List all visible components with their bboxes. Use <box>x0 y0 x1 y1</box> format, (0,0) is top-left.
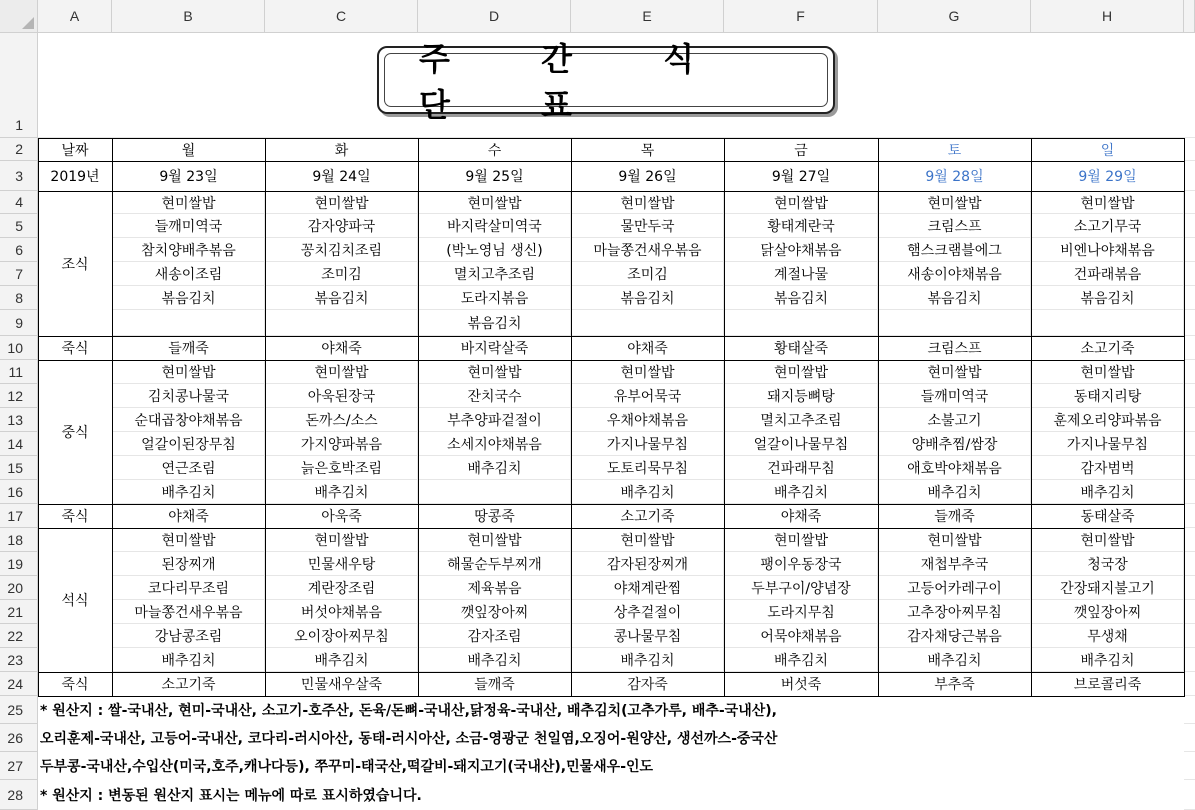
breakfast-day5-item1[interactable]: 현미쌀밥 <box>773 195 829 212</box>
supper-day1-item6[interactable]: 배추김치 <box>161 653 216 669</box>
table-border-v <box>1184 138 1185 697</box>
column-header-c[interactable]: C <box>265 0 418 33</box>
date-cell-4[interactable]: 9월 26일 <box>571 161 724 191</box>
supper-day3-item1[interactable]: 현미쌀밥 <box>467 533 522 549</box>
lunch-day3-item1[interactable]: 현미쌀밥 <box>467 365 522 381</box>
supper-day5-item5[interactable]: 어묵야채볶음 <box>760 629 842 645</box>
column-header-f[interactable]: F <box>724 0 878 33</box>
breakfast-day6-item5[interactable]: 볶음김치 <box>927 291 982 307</box>
row-header-17[interactable]: 17 <box>0 504 38 528</box>
lunch-day3-item2[interactable]: 잔치국수 <box>467 389 522 405</box>
row-header-18[interactable]: 18 <box>0 528 38 552</box>
table-border-h <box>38 504 1185 505</box>
breakfast-day1-item6[interactable] <box>112 310 265 336</box>
supper-day3-item5[interactable]: 감자조림 <box>467 629 522 645</box>
supper-day6-item3[interactable]: 고등어카레구이 <box>907 581 1002 597</box>
porridge1-day6[interactable]: 크림스프 <box>878 336 1031 360</box>
porridge-label-row17[interactable]: 죽식 <box>38 504 112 528</box>
supper-day1-item4[interactable]: 마늘쫑건새우볶음 <box>134 605 243 621</box>
table-border-v <box>878 138 879 697</box>
lunch-day2-item5[interactable]: 늙은호박조림 <box>300 461 383 477</box>
lunch-day4-item4[interactable]: 가지나물무침 <box>606 437 689 453</box>
lunch-day3-item3[interactable]: 부추양파겉절이 <box>447 413 542 429</box>
lunch-day6-item4[interactable]: 양배추찜/쌈장 <box>911 437 998 453</box>
row-header-27[interactable]: 27 <box>0 752 38 780</box>
supper-day6-item5[interactable]: 감자채당근볶음 <box>907 629 1002 645</box>
lunch-day4-item3[interactable]: 우채야채볶음 <box>606 413 689 429</box>
breakfast-day3-item3[interactable]: (박노영님 생신) <box>446 243 543 259</box>
breakfast-day2-item4[interactable]: 조미김 <box>321 267 362 283</box>
supper-day7-item3[interactable]: 간장돼지불고기 <box>1060 581 1155 597</box>
supper-day7-item1[interactable]: 현미쌀밥 <box>1080 533 1135 549</box>
breakfast-day2-item6[interactable] <box>265 310 418 336</box>
supper-day7-item4[interactable]: 깻잎장아찌 <box>1073 605 1142 621</box>
breakfast-day2-item3[interactable]: 꽁치김치조림 <box>300 243 383 259</box>
row-header-23[interactable]: 23 <box>0 648 38 672</box>
date-cell-2[interactable]: 9월 24일 <box>265 161 418 191</box>
porridge2-day2[interactable]: 아욱죽 <box>265 504 418 528</box>
year-cell[interactable]: 2019년 <box>38 161 112 191</box>
porridge1-day3[interactable]: 바지락살죽 <box>418 336 571 360</box>
table-border-v <box>265 138 266 697</box>
table-border-h <box>38 672 1185 673</box>
row-header-13[interactable]: 13 <box>0 408 38 432</box>
porridge3-day2[interactable]: 민물새우살죽 <box>265 672 418 696</box>
supper-day6-item1[interactable]: 현미쌀밥 <box>927 533 982 549</box>
table-border-v <box>38 138 39 697</box>
table-border-h <box>38 161 1185 162</box>
row-header-20[interactable]: 20 <box>0 576 38 600</box>
lunch-day5-item1[interactable]: 현미쌀밥 <box>773 365 829 381</box>
lunch-day1-item4[interactable]: 얼갈이된장무침 <box>141 437 236 453</box>
row-header-9[interactable]: 9 <box>0 310 38 336</box>
table-border-h <box>38 360 1185 361</box>
row-header-2[interactable]: 2 <box>0 138 38 161</box>
supper-day1-item3[interactable]: 코다리무조림 <box>147 581 230 597</box>
date-cell-7[interactable]: 9월 29일 <box>1031 161 1184 191</box>
breakfast-day5-item5[interactable]: 볶음김치 <box>773 291 829 307</box>
breakfast-day6-item6[interactable] <box>878 310 1031 336</box>
row-header-26[interactable]: 26 <box>0 724 38 752</box>
breakfast-day4-item3[interactable]: 마늘쫑건새우볶음 <box>593 243 702 259</box>
supper-day4-item5[interactable]: 콩나물무침 <box>613 629 682 645</box>
breakfast-day3-item1[interactable]: 현미쌀밥 <box>467 195 522 212</box>
lunch-day2-item1[interactable]: 현미쌀밥 <box>314 365 369 381</box>
breakfast-day5-item4[interactable]: 계절나물 <box>773 267 829 283</box>
lunch-day5-item6[interactable]: 배추김치 <box>773 485 829 501</box>
supper-label[interactable]: 석식 <box>38 528 112 672</box>
breakfast-day2-item1[interactable]: 현미쌀밥 <box>314 195 369 212</box>
supper-day3-item2[interactable]: 해물순두부찌개 <box>447 557 542 573</box>
row-header-25[interactable]: 25 <box>0 696 38 724</box>
table-border-v <box>1031 138 1032 697</box>
table-border-h <box>38 138 1185 139</box>
supper-day2-item3[interactable]: 계란장조림 <box>307 581 376 597</box>
lunch-day6-item3[interactable]: 소불고기 <box>927 413 982 429</box>
lunch-day3-item6[interactable] <box>418 480 571 504</box>
breakfast-day6-item1[interactable]: 현미쌀밥 <box>927 195 982 212</box>
lunch-day4-item2[interactable]: 유부어묵국 <box>613 389 682 405</box>
porridge-label-row24[interactable]: 죽식 <box>38 672 112 696</box>
breakfast-day6-item2[interactable]: 크림스프 <box>927 219 982 235</box>
table-border-h <box>38 191 1185 192</box>
supper-day4-item3[interactable]: 야채계란찜 <box>613 581 682 597</box>
column-header-filler <box>1184 0 1195 33</box>
row-header-24[interactable]: 24 <box>0 672 38 696</box>
row-header-22[interactable]: 22 <box>0 624 38 648</box>
lunch-day7-item3[interactable]: 훈제오리양파볶음 <box>1053 413 1162 429</box>
column-header-g[interactable]: G <box>878 0 1031 33</box>
breakfast-day3-item6[interactable]: 볶음김치 <box>467 316 522 332</box>
row-header-12[interactable]: 12 <box>0 384 38 408</box>
row-header-14[interactable]: 14 <box>0 432 38 456</box>
porridge3-day6[interactable]: 부추죽 <box>878 672 1031 696</box>
supper-day1-item5[interactable]: 강남콩조림 <box>154 629 223 645</box>
row-header-7[interactable]: 7 <box>0 262 38 286</box>
supper-day2-item1[interactable]: 현미쌀밥 <box>314 533 369 549</box>
lunch-day6-item6[interactable]: 배추김치 <box>927 485 982 501</box>
supper-day5-item1[interactable]: 현미쌀밥 <box>773 533 829 549</box>
row-header-5[interactable]: 5 <box>0 214 38 238</box>
date-cell-1[interactable]: 9월 23일 <box>112 161 265 191</box>
supper-day5-item3[interactable]: 두부구이/양념장 <box>751 581 851 597</box>
day-header-6[interactable]: 토 <box>878 138 1031 161</box>
day-header-4[interactable]: 목 <box>571 138 724 161</box>
breakfast-day1-item5[interactable]: 볶음김치 <box>161 291 216 307</box>
lunch-day4-item6[interactable]: 배추김치 <box>620 485 675 501</box>
lunch-day2-item2[interactable]: 아욱된장국 <box>307 389 376 405</box>
breakfast-day1-item3[interactable]: 참치양배추볶음 <box>141 243 236 259</box>
lunch-day6-item2[interactable]: 들깨미역국 <box>920 389 989 405</box>
lunch-day5-item5[interactable]: 건파래무침 <box>767 461 835 477</box>
supper-day2-item4[interactable]: 버섯야채볶음 <box>300 605 383 621</box>
porridge2-day5[interactable]: 야채죽 <box>724 504 878 528</box>
breakfast-day3-item5[interactable]: 도라지볶음 <box>460 291 529 307</box>
day-header-2[interactable]: 화 <box>265 138 418 161</box>
title-box <box>377 40 835 124</box>
day-header-5[interactable]: 금 <box>724 138 878 161</box>
breakfast-day6-item3[interactable]: 햄스크램블에그 <box>907 243 1002 259</box>
lunch-day7-item2[interactable]: 동태지리탕 <box>1073 389 1142 405</box>
breakfast-day3-item4[interactable]: 멸치고추조림 <box>453 267 536 283</box>
origin-note-2: 오리훈제-국내산, 고등어-국내산, 코다리-러시아산, 동태-러시아산, 소금-영광군 천일염,오징어-원양산, 생선까스-중국산 <box>40 731 778 747</box>
breakfast-day5-item6[interactable] <box>724 310 878 336</box>
row-header-8[interactable]: 8 <box>0 286 38 310</box>
supper-day3-item3[interactable]: 제육볶음 <box>467 581 522 597</box>
breakfast-day1-item1[interactable]: 현미쌀밥 <box>161 195 216 212</box>
origin-note-4: * 원산지 : 변동된 원산지 표시는 메뉴에 따로 표시하였습니다. <box>40 788 422 804</box>
origin-note-1: * 원산지 : 쌀-국내산, 현미-국내산, 소고기-호주산, 돈육/돈뼈-국내산,닭정육-국내산, 배추김치(고추가루, 배추-국내산), <box>40 703 777 719</box>
porridge1-day7[interactable]: 소고기죽 <box>1031 336 1184 360</box>
supper-day1-item2[interactable]: 된장찌개 <box>161 557 216 573</box>
select-all-triangle-icon <box>22 17 34 29</box>
table-border-h <box>38 336 1185 337</box>
row-header-21[interactable]: 21 <box>0 600 38 624</box>
row-header-11[interactable]: 11 <box>0 360 38 384</box>
column-header-a[interactable]: A <box>38 0 112 33</box>
day-header-3[interactable]: 수 <box>418 138 571 161</box>
date-cell-6[interactable]: 9월 28일 <box>878 161 1031 191</box>
porridge3-day3[interactable]: 들깨죽 <box>418 672 571 696</box>
breakfast-day6-item4[interactable]: 새송이야채볶음 <box>907 267 1002 283</box>
breakfast-label[interactable]: 조식 <box>38 191 112 336</box>
porridge3-day7[interactable]: 브로콜리죽 <box>1031 672 1184 696</box>
lunch-day3-item5[interactable]: 배추김치 <box>467 461 522 477</box>
supper-day3-item6[interactable]: 배추김치 <box>467 653 522 669</box>
date-cell-5[interactable]: 9월 27일 <box>724 161 878 191</box>
supper-day5-item4[interactable]: 도라지무침 <box>767 605 835 621</box>
lunch-day1-item5[interactable]: 연근조림 <box>161 461 216 477</box>
porridge1-day4[interactable]: 야채죽 <box>571 336 724 360</box>
lunch-day1-item6[interactable]: 배추김치 <box>161 485 216 501</box>
origin-note-3: 두부콩-국내산,수입산(미국,호주,캐나다등), 쭈꾸미-태국산,떡갈비-돼지고기(국내산),민물새우-인도 <box>40 759 654 775</box>
column-header-b[interactable]: B <box>112 0 265 33</box>
supper-day3-item4[interactable]: 깻잎장아찌 <box>460 605 529 621</box>
breakfast-day4-item5[interactable]: 볶음김치 <box>620 291 675 307</box>
porridge3-day1[interactable]: 소고기죽 <box>112 672 265 696</box>
page-title: 주 간 식 단 표 <box>419 40 735 124</box>
lunch-day7-item4[interactable]: 가지나물무침 <box>1066 437 1149 453</box>
table-border-h <box>38 528 1185 529</box>
lunch-day6-item1[interactable]: 현미쌀밥 <box>927 365 982 381</box>
supper-day5-item6[interactable]: 배추김치 <box>773 653 829 669</box>
lunch-day5-item3[interactable]: 멸치고추조림 <box>760 413 842 429</box>
row-header-28[interactable]: 28 <box>0 780 38 810</box>
row-header-6[interactable]: 6 <box>0 238 38 262</box>
date-cell-3[interactable]: 9월 25일 <box>418 161 571 191</box>
lunch-day4-item1[interactable]: 현미쌀밥 <box>620 365 675 381</box>
supper-day4-item6[interactable]: 배추김치 <box>620 653 675 669</box>
breakfast-day1-item2[interactable]: 들깨미역국 <box>154 219 223 235</box>
porridge1-day5[interactable]: 황태살죽 <box>724 336 878 360</box>
column-header-e[interactable]: E <box>571 0 724 33</box>
lunch-day2-item4[interactable]: 가지양파볶음 <box>300 437 383 453</box>
lunch-day7-item1[interactable]: 현미쌀밥 <box>1080 365 1135 381</box>
breakfast-day2-item5[interactable]: 볶음김치 <box>314 291 369 307</box>
supper-day6-item6[interactable]: 배추김치 <box>927 653 982 669</box>
breakfast-day4-item4[interactable]: 조미김 <box>627 267 668 283</box>
table-border-v <box>112 138 113 697</box>
column-header-d[interactable]: D <box>418 0 571 33</box>
row-header-15[interactable]: 15 <box>0 456 38 480</box>
date-label-cell[interactable]: 날짜 <box>38 138 112 161</box>
lunch-day7-item5[interactable]: 감자범벅 <box>1080 461 1135 477</box>
lunch-day4-item5[interactable]: 도토리묵무침 <box>606 461 689 477</box>
breakfast-day7-item6[interactable] <box>1031 310 1184 336</box>
row-header-4[interactable]: 4 <box>0 191 38 214</box>
table-border-v <box>418 138 419 697</box>
porridge2-day4[interactable]: 소고기죽 <box>571 504 724 528</box>
breakfast-day5-item3[interactable]: 닭살야채볶음 <box>760 243 842 259</box>
select-all-corner[interactable] <box>0 0 38 33</box>
lunch-label[interactable]: 중식 <box>38 360 112 504</box>
porridge2-day1[interactable]: 야채죽 <box>112 504 265 528</box>
porridge1-day1[interactable]: 들깨죽 <box>112 336 265 360</box>
breakfast-day7-item5[interactable]: 볶음김치 <box>1080 291 1135 307</box>
breakfast-day7-item3[interactable]: 비엔나야채볶음 <box>1060 243 1155 259</box>
porridge2-day6[interactable]: 들깨죽 <box>878 504 1031 528</box>
lunch-day5-item2[interactable]: 돼지등뼈탕 <box>767 389 835 405</box>
row-header-16[interactable]: 16 <box>0 480 38 504</box>
supper-day2-item5[interactable]: 오이장아찌무침 <box>294 629 389 645</box>
day-header-7[interactable]: 일 <box>1031 138 1184 161</box>
supper-day6-item4[interactable]: 고추장아찌무침 <box>907 605 1002 621</box>
breakfast-day2-item2[interactable]: 감자양파국 <box>307 219 376 235</box>
lunch-day6-item5[interactable]: 애호박야채볶음 <box>907 461 1002 477</box>
porridge3-day4[interactable]: 감자죽 <box>571 672 724 696</box>
breakfast-day7-item1[interactable]: 현미쌀밥 <box>1080 195 1135 212</box>
lunch-day2-item3[interactable]: 돈까스/소스 <box>305 413 378 429</box>
supper-day1-item1[interactable]: 현미쌀밥 <box>161 533 216 549</box>
lunch-day1-item3[interactable]: 순대곱창야채볶음 <box>134 413 243 429</box>
table-border-v <box>571 138 572 697</box>
porridge3-day5[interactable]: 버섯죽 <box>724 672 878 696</box>
supper-day7-item5[interactable]: 무생채 <box>1087 629 1128 645</box>
lunch-day3-item4[interactable]: 소세지야채볶음 <box>447 437 542 453</box>
breakfast-day7-item4[interactable]: 건파래볶음 <box>1073 267 1142 283</box>
lunch-day1-item2[interactable]: 김치콩나물국 <box>147 389 230 405</box>
porridge-label-row10[interactable]: 죽식 <box>38 336 112 360</box>
row-header-10[interactable]: 10 <box>0 336 38 360</box>
lunch-day2-item6[interactable]: 배추김치 <box>314 485 369 501</box>
column-header-h[interactable]: H <box>1031 0 1184 33</box>
supper-day4-item1[interactable]: 현미쌀밥 <box>620 533 675 549</box>
table-border-v <box>724 138 725 697</box>
supper-day7-item2[interactable]: 청국장 <box>1087 557 1128 573</box>
breakfast-day4-item6[interactable] <box>571 310 724 336</box>
supper-day2-item2[interactable]: 민물새우탕 <box>307 557 376 573</box>
day-header-1[interactable]: 월 <box>112 138 265 161</box>
breakfast-day5-item2[interactable]: 황태계란국 <box>767 219 835 235</box>
supper-day4-item4[interactable]: 상추겉절이 <box>613 605 682 621</box>
supper-day7-item6[interactable]: 배추김치 <box>1080 653 1135 669</box>
breakfast-day3-item2[interactable]: 바지락살미역국 <box>447 219 542 235</box>
breakfast-day7-item2[interactable]: 소고기무국 <box>1073 219 1142 235</box>
supper-day5-item2[interactable]: 팽이우동장국 <box>760 557 842 573</box>
lunch-day5-item4[interactable]: 얼갈이나물무침 <box>753 437 849 453</box>
supper-day2-item6[interactable]: 배추김치 <box>314 653 369 669</box>
porridge2-day3[interactable]: 땅콩죽 <box>418 504 571 528</box>
row-header-3[interactable]: 3 <box>0 161 38 191</box>
breakfast-day1-item4[interactable]: 새송이조림 <box>154 267 223 283</box>
lunch-day1-item1[interactable]: 현미쌀밥 <box>161 365 216 381</box>
breakfast-day4-item1[interactable]: 현미쌀밥 <box>620 195 675 212</box>
supper-day4-item2[interactable]: 감자된장찌개 <box>606 557 689 573</box>
row-header-1[interactable]: 1 <box>0 33 38 138</box>
porridge2-day7[interactable]: 동태살죽 <box>1031 504 1184 528</box>
supper-day6-item2[interactable]: 재첩부추국 <box>920 557 989 573</box>
porridge1-day2[interactable]: 야채죽 <box>265 336 418 360</box>
breakfast-day4-item2[interactable]: 물만두국 <box>620 219 675 235</box>
lunch-day7-item6[interactable]: 배추김치 <box>1080 485 1135 501</box>
row-header-19[interactable]: 19 <box>0 552 38 576</box>
